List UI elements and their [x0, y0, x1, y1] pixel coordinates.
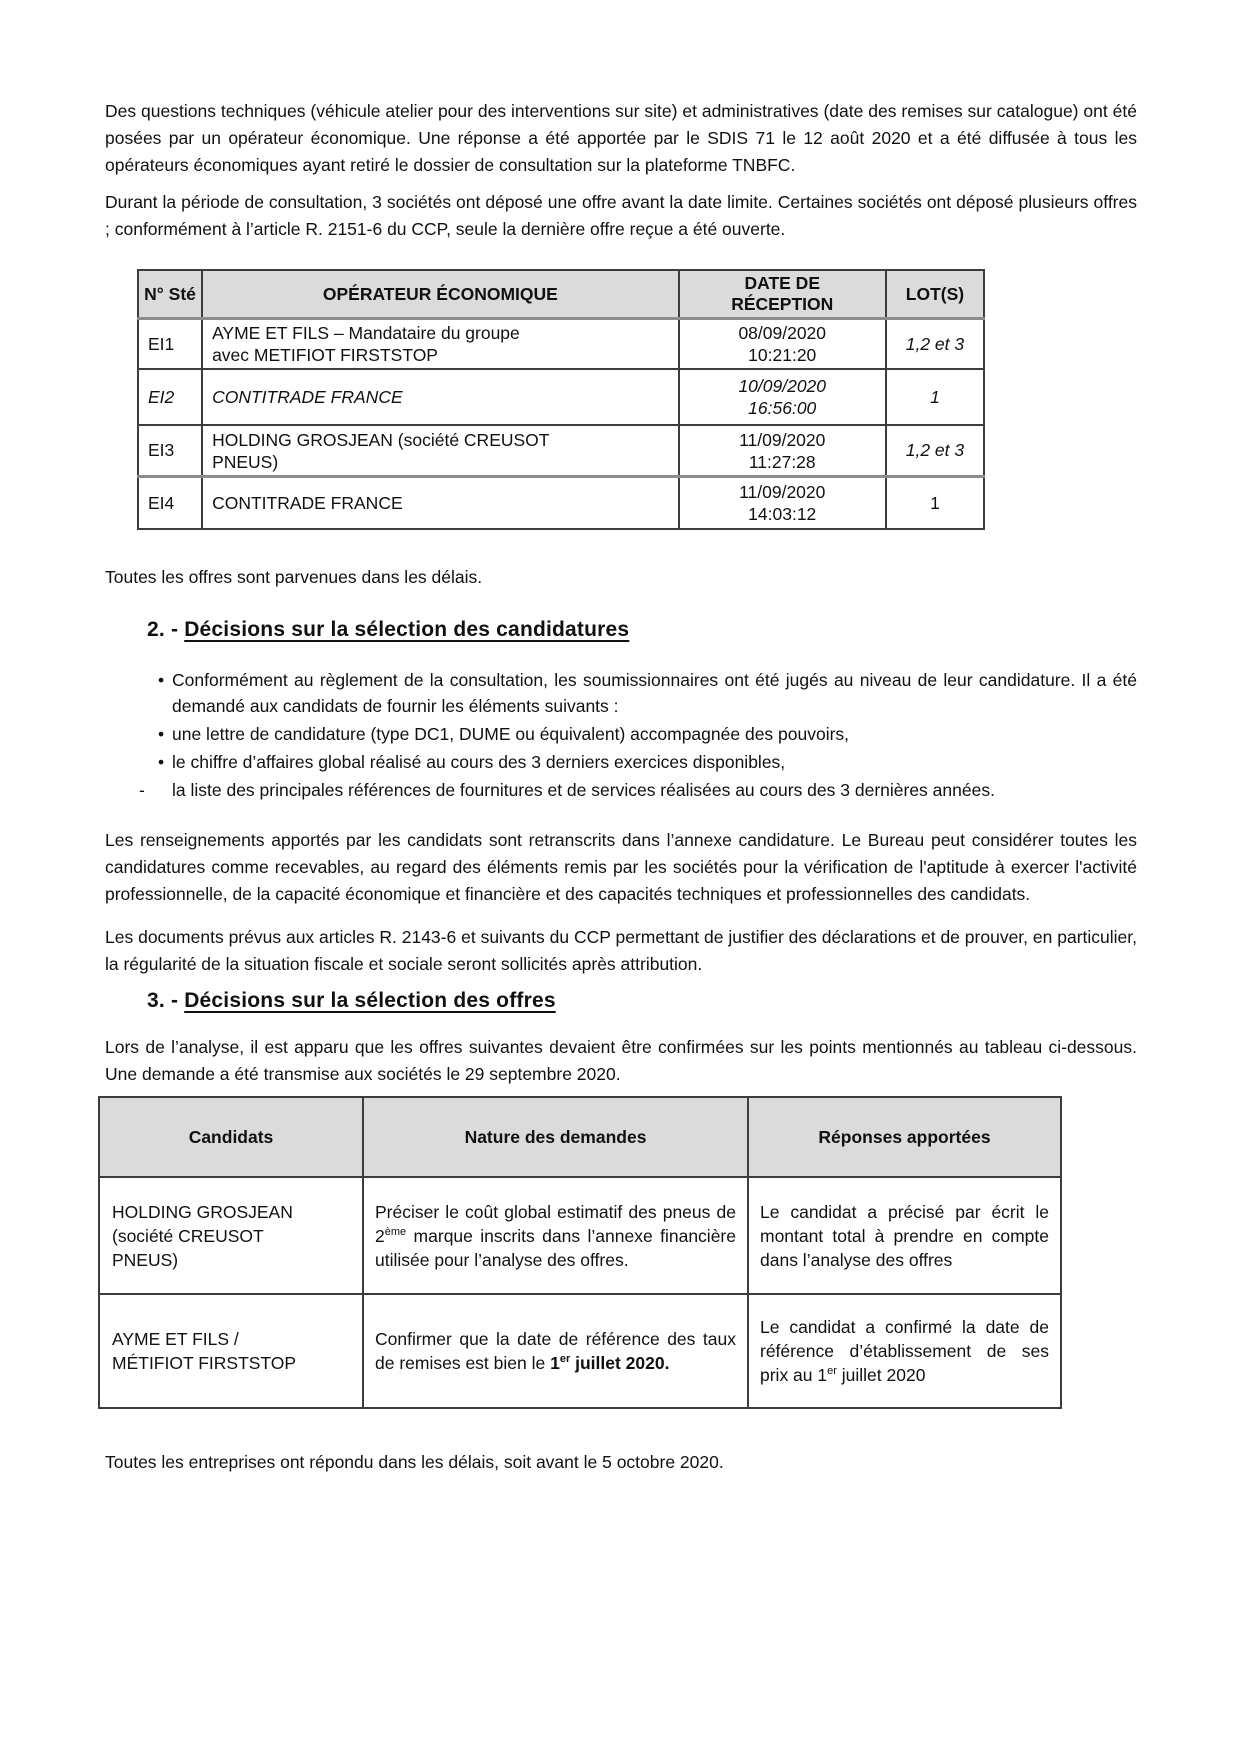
cell-reponse — [748, 1294, 1061, 1408]
cell-nature-demande — [363, 1177, 748, 1294]
header-num-ste: N° Sté — [138, 270, 202, 319]
table-row-ei1 — [138, 319, 984, 370]
cell-lots: 1,2 et 3 — [886, 425, 984, 477]
superscript: er — [827, 1365, 837, 1378]
section-3-heading — [147, 986, 1137, 1016]
cell-num: EI2 — [138, 369, 202, 425]
nature-text: Confirmer que la date de référence des taux de remises est bien le — [375, 1329, 736, 1373]
section-3-number: 3. - — [147, 989, 185, 1012]
bullet-icon: • — [158, 670, 165, 690]
table-row-holding-grosjean — [99, 1177, 1061, 1294]
section-2-heading — [147, 615, 1137, 645]
cell-reponse: Le candidat a précisé par écrit le montant total à prendre en compte dans l’analyse des offres — [748, 1177, 1061, 1294]
responses-on-time-note: Toutes les entreprises ont répondu dans les délais, soit avant le 5 octobre 2020. — [105, 1452, 724, 1472]
header-candidats: Candidats — [99, 1097, 363, 1177]
dash-icon: - — [139, 780, 145, 800]
cell-operator — [202, 425, 679, 477]
date-line: 11/09/2020 — [739, 482, 826, 502]
time-line: 14:03:12 — [748, 504, 817, 524]
cell-date — [679, 369, 886, 425]
header-date-line2: RÉCEPTION — [731, 294, 834, 314]
bold-date — [550, 1353, 669, 1373]
list-item — [105, 749, 1137, 775]
intro-paragraph-2: Durant la période de consultation, 3 sociétés ont déposé une offre avant la date limite. Certaines sociétés ont déposé plusieurs offres ; conformément à l’article R. 2151-6 du CCP, seule la dernière offre reçue a été ouverte. — [105, 192, 1137, 239]
cell-operator — [202, 369, 679, 425]
cell-lots: 1 — [886, 369, 984, 425]
operator-line: HOLDING GROSJEAN (société CREUSOT — [212, 429, 550, 450]
candidat-line: HOLDING GROSJEAN — [112, 1201, 293, 1222]
operator-line: CONTITRADE FRANCE — [212, 493, 403, 513]
date-line: 10/09/2020 — [738, 376, 827, 396]
superscript: er — [559, 1353, 571, 1366]
time-line: 11:27:28 — [748, 451, 816, 472]
cell-num: EI4 — [138, 477, 202, 530]
cell-date — [679, 425, 886, 477]
list-item-text: une lettre de candidature (type DC1, DUME ou équivalent) accompagnée des pouvoirs, — [172, 724, 850, 744]
cell-num: EI3 — [138, 425, 202, 477]
operator-line: CONTITRADE FRANCE — [212, 387, 403, 407]
documents-paragraph: Les documents prévus aux articles R. 2143-6 et suivants du CCP permettant de justifier des déclarations et de prouver, en particulier, la régularité de la situation fiscale et sociale seront sollicités après attribution. — [105, 927, 1137, 974]
header-date-line1: DATE DE — [744, 273, 820, 293]
candidat-line: MÉTIFIOT FIRSTSTOP — [112, 1353, 297, 1373]
date-line: 08/09/2020 — [738, 323, 827, 343]
header-nature-demandes: Nature des demandes — [363, 1097, 748, 1177]
bullet-icon: • — [158, 724, 165, 744]
cell-candidat — [99, 1177, 363, 1294]
cell-nature-demande — [363, 1294, 748, 1408]
offers-table-header-row — [138, 270, 984, 319]
section-3-title: Décisions sur la sélection des offres — [184, 989, 556, 1012]
nature-text: Préciser le coût global estimatif des pneus de 2 — [375, 1201, 736, 1246]
cell-date — [679, 319, 886, 370]
section-2-title: Décisions sur la sélection des candidatures — [184, 618, 630, 641]
bold-date-day: 1 — [550, 1353, 560, 1373]
operator-line: avec METIFIOT FIRSTSTOP — [212, 345, 438, 365]
list-item — [105, 777, 1137, 803]
clarifications-table — [98, 1096, 1062, 1409]
header-date-reception — [679, 270, 886, 319]
reponse-text: juillet 2020 — [836, 1365, 926, 1385]
intro-paragraph-1: Des questions techniques (véhicule atelier pour des interventions sur site) et administratives (date des remises sur catalogue) ont été posées par un opérateur économique. Une réponse a été apportée par le SDIS 71 le 12 août 2020 et a été diffusée à tous les opérateurs économiques ayant retiré le dossier de consultation sur la plateforme TNBFC. — [105, 101, 1137, 175]
table-row-ei3 — [138, 425, 984, 477]
header-lots: LOT(S) — [886, 270, 984, 319]
candidat-line: (société CREUSOT — [112, 1225, 264, 1246]
bold-date-rest: juillet 2020. — [570, 1353, 670, 1373]
reponse-text: Le candidat a confirmé la date de référence d’établissement de ses prix au 1 — [760, 1317, 1049, 1385]
bullet-icon: • — [158, 752, 165, 772]
list-item — [105, 667, 1137, 719]
candidat-line: AYME ET FILS / — [112, 1329, 239, 1349]
candidature-requirements-list — [105, 667, 1137, 803]
cell-date — [679, 477, 886, 530]
table-row-ei4 — [138, 477, 984, 530]
cell-lots: 1 — [886, 477, 984, 530]
list-item-text: le chiffre d’affaires global réalisé au cours des 3 derniers exercices disponibles, — [172, 752, 786, 772]
cell-num: EI1 — [138, 319, 202, 370]
time-line: 16:56:00 — [748, 398, 817, 418]
cell-operator — [202, 319, 679, 370]
analysis-paragraph: Lors de l’analyse, il est apparu que les offres suivantes devaient être confirmées sur les points mentionnés au tableau ci-dessous. Une demande a été transmise aux sociétés le 29 septembre 2020. — [105, 1037, 1137, 1084]
header-operateur: OPÉRATEUR ÉCONOMIQUE — [202, 270, 679, 319]
operator-line: PNEUS) — [212, 451, 279, 472]
cell-lots: 1,2 et 3 — [886, 319, 984, 370]
candidature-paragraph: Les renseignements apportés par les candidats sont retranscrits dans l’annexe candidature. Le Bureau peut considérer toutes les candidatures comme recevables, au regard des éléments remis par les sociétés pour la vérification de l'aptitude à exercer l'activité professionnelle, de la capacité économique et financière et des capacités techniques et professionnelles des candidats. — [105, 830, 1137, 904]
list-item-text: la liste des principales références de fournitures et de services réalisées au cours des 3 dernières années. — [172, 780, 995, 800]
candidat-line: PNEUS) — [112, 1249, 179, 1270]
superscript: ème — [384, 1225, 407, 1238]
list-item-text: Conformément au règlement de la consultation, les soumissionnaires ont été jugés au niveau de leur candidature. Il a été demandé aux candidats de fournir les éléments suivants : — [172, 670, 1137, 716]
header-reponses: Réponses apportées — [748, 1097, 1061, 1177]
offers-received-table — [137, 269, 985, 530]
cell-candidat — [99, 1294, 363, 1408]
nature-text: marque inscrits dans l’annexe financière utilisée pour l’analyse des offres. — [375, 1225, 736, 1270]
clarifications-header-row — [99, 1097, 1061, 1177]
date-line: 11/09/2020 — [739, 429, 826, 450]
offers-on-time-note: Toutes les offres sont parvenues dans les délais. — [105, 567, 483, 587]
time-line: 10:21:20 — [748, 345, 817, 365]
cell-operator — [202, 477, 679, 530]
operator-line: AYME ET FILS – Mandataire du groupe — [212, 323, 520, 343]
table-row-ayme-metifiot — [99, 1294, 1061, 1408]
list-item — [105, 721, 1137, 747]
table-row-ei2 — [138, 369, 984, 425]
section-2-number: 2. - — [147, 618, 185, 641]
